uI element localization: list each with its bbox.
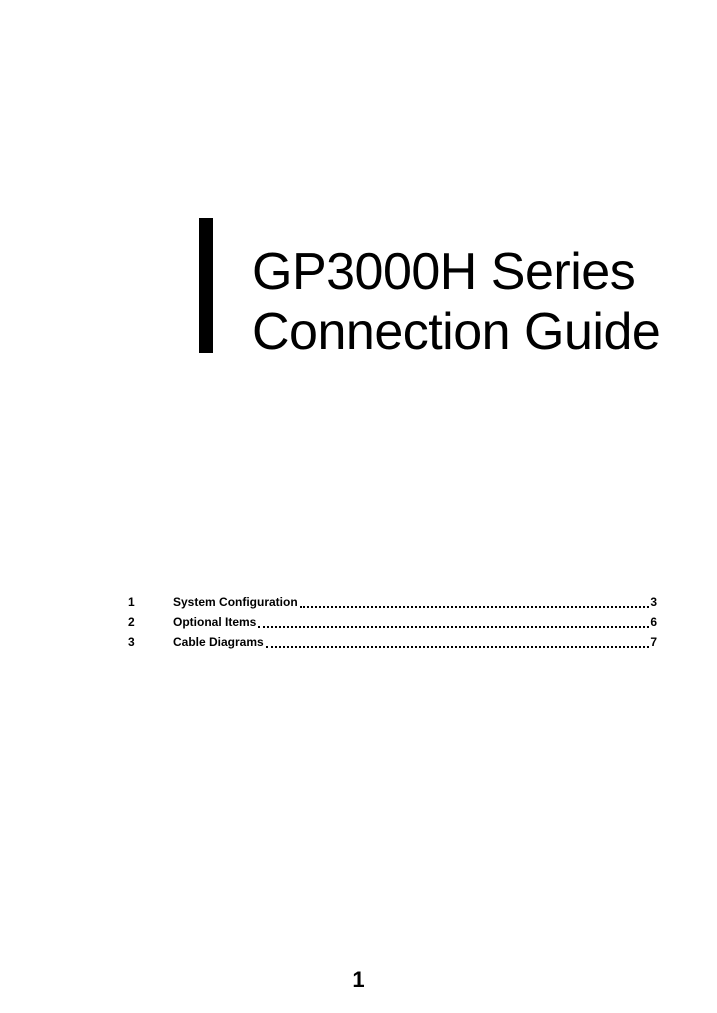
document-title [252, 242, 660, 362]
toc-entry-label: Cable Diagrams [173, 635, 264, 649]
document-title-line2: Connection Guide [252, 303, 661, 361]
toc-entry-page-number: 7 [650, 635, 657, 649]
toc-entry-page-number: 3 [650, 595, 657, 609]
toc-entry-label: Optional Items [173, 615, 257, 629]
table-of-contents [128, 592, 657, 652]
document-title-line1: GP3000H Series [252, 243, 636, 301]
footer-page-number: 1 [352, 967, 365, 992]
toc-dotted-leader [300, 592, 650, 608]
toc-entry-number: 2 [128, 615, 135, 629]
toc-entry-system-configuration[interactable] [128, 592, 657, 612]
toc-entry-number: 3 [128, 635, 135, 649]
toc-dotted-leader [258, 612, 649, 628]
toc-entry-cable-diagrams[interactable] [128, 632, 657, 652]
title-accent-bar [199, 218, 213, 353]
toc-dotted-leader [266, 632, 650, 648]
toc-entry-label: System Configuration [173, 595, 298, 609]
toc-entry-number: 1 [128, 595, 135, 609]
toc-entry-optional-items[interactable] [128, 612, 657, 632]
toc-entry-page-number: 6 [650, 615, 657, 629]
